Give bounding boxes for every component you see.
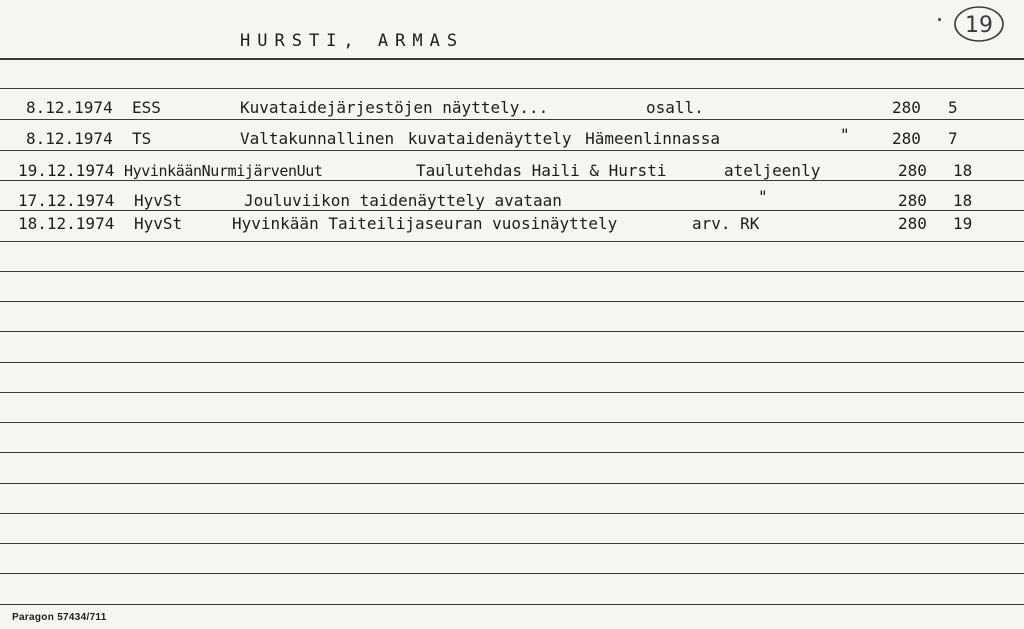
ruled-line: [0, 362, 1024, 363]
ruled-line: [0, 150, 1024, 151]
ruled-line: [0, 452, 1024, 453]
ruled-line: [0, 422, 1024, 423]
entry-col1: 280: [892, 98, 921, 117]
entry-source: ESS: [132, 98, 161, 117]
ruled-line: [0, 301, 1024, 302]
entry-note: osall.: [646, 98, 704, 117]
ruled-line: [0, 88, 1024, 89]
entry-source: HyvinkäänNurmijärvenUut: [124, 162, 323, 180]
card-footer-print: Paragon 57434/711: [12, 612, 107, 623]
entry-col2: 7: [948, 129, 958, 148]
entry-note: ateljeenly: [724, 161, 821, 180]
entry-col1: 280: [898, 191, 927, 210]
entry-note: arv. RK: [692, 214, 760, 233]
card-number: 19: [965, 13, 993, 38]
entry-col2: 18: [953, 161, 973, 180]
ruled-line: [0, 604, 1024, 605]
entry-text: Jouluviikon taidenäyttely avataan: [244, 191, 562, 210]
entry-col2: 19: [953, 214, 973, 233]
entry-date: 8.12.1974: [26, 129, 113, 148]
entry-note: ": [758, 187, 768, 206]
entry-text: Hyvinkään Taiteilijaseuran vuosinäyttely: [232, 214, 618, 233]
entry-col1: 280: [892, 129, 921, 148]
card-title: HURSTI, ARMAS: [240, 31, 465, 51]
ruled-line: [0, 119, 1024, 120]
ruled-line: [0, 513, 1024, 514]
entry-date: 17.12.1974: [18, 191, 115, 210]
ruled-line: [0, 543, 1024, 544]
pencil-dot: [938, 18, 941, 21]
entry-text: Kuvataidejärjestöjen näyttely...: [240, 98, 549, 117]
entry-col1: 280: [898, 214, 927, 233]
ruled-line: [0, 241, 1024, 242]
ruled-line: [0, 271, 1024, 272]
entry-date: 18.12.1974: [18, 214, 115, 233]
entry-source: TS: [132, 129, 152, 148]
entry-note: ": [840, 125, 850, 144]
entry-col1: 280: [898, 161, 927, 180]
entry-date: 19.12.1974: [18, 161, 115, 180]
ruled-line: [0, 573, 1024, 574]
entry-text: Taulutehdas Haili & Hursti: [416, 161, 667, 180]
ruled-line: [0, 392, 1024, 393]
entry-col2: 5: [948, 98, 958, 117]
header-rule: [0, 58, 1024, 60]
circled-card-number: [952, 4, 1006, 44]
entry-source: HyvSt: [134, 191, 183, 210]
entry-col2: 18: [953, 191, 973, 210]
entry-text: Valtakunnallinen kuvataidenäyttely Hämeenlinnassa: [240, 129, 721, 148]
entry-source: HyvSt: [134, 214, 183, 233]
ruled-line: [0, 331, 1024, 332]
ruled-line: [0, 483, 1024, 484]
entry-date: 8.12.1974: [26, 98, 113, 117]
